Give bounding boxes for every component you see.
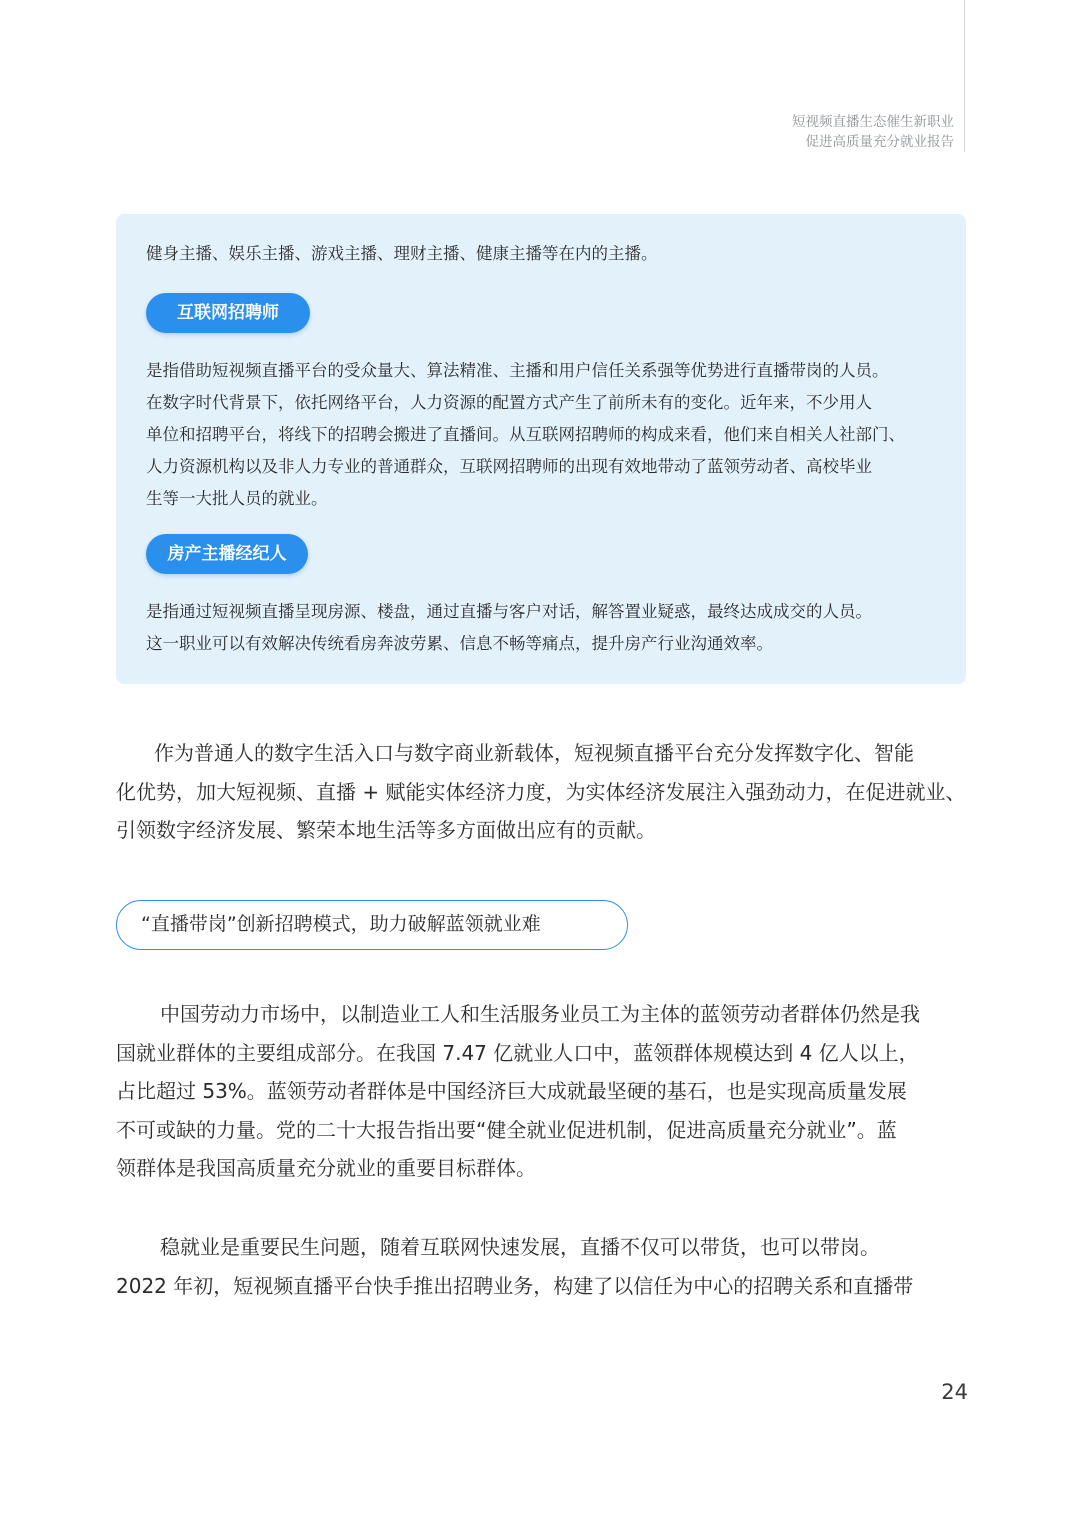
paragraph-line: 国就业群体的主要组成部分。在我国 7.47 亿就业人口中，蓝领群体规模达到 4 亿人以上， xyxy=(116,1040,919,1065)
paragraph-line: 中国劳动力市场中，以制造业工人和生活服务业员工为主体的蓝领劳动者群体仍然是我 xyxy=(160,1002,920,1026)
page-number: 24 xyxy=(941,1380,968,1404)
report-title xyxy=(792,112,954,152)
job2-line: 是指通过短视频直播呈现房源、楼盘，通过直播与客户对话，解答置业疑惑，最终达成成交的人员。 xyxy=(146,602,872,621)
report-title-line1: 短视频直播生态催生新职业 xyxy=(792,114,954,130)
paragraph-line: 稳就业是重要民生问题，随着互联网快速发展，直播不仅可以带货，也可以带岗。 xyxy=(160,1235,880,1259)
paragraph-line: 2022 年初，短视频直播平台快手推出招聘业务，构建了以信任为中心的招聘关系和直播带 xyxy=(116,1273,914,1298)
job1-line: 生等一大批人员的就业。 xyxy=(146,489,328,508)
job1-line: 是指借助短视频直播平台的受众量大、算法精准、主播和用户信任关系强等优势进行直播带岗的人员。 xyxy=(146,361,889,380)
section-heading: “直播带岗”创新招聘模式，助力破解蓝领就业难 xyxy=(116,900,628,950)
job1-line: 在数字时代背景下，依托网络平台，人力资源的配置方式产生了前所未有的变化。近年来，不少用人 xyxy=(146,393,872,412)
paragraph-digital-platform xyxy=(116,734,968,850)
paragraph-stable-employment xyxy=(116,1228,968,1305)
paragraph-line: 领群体是我国高质量充分就业的重要目标群体。 xyxy=(116,1156,536,1180)
job-title-pill-internet-recruiter: 互联网招聘师 xyxy=(146,293,310,333)
paragraph-line: 不可或缺的力量。党的二十大报告指出要“健全就业促进机制，促进高质量充分就业”。蓝 xyxy=(116,1117,897,1142)
job2-description xyxy=(146,596,956,660)
paragraph-line: 引领数字经济发展、繁荣本地生活等多方面做出应有的贡献。 xyxy=(116,818,656,842)
job1-line: 人力资源机构以及非人力专业的普通群众，互联网招聘师的出现有效地带动了蓝领劳动者、高校毕业 xyxy=(146,457,872,476)
job-title-pill-real-estate-broker: 房产主播经纪人 xyxy=(146,534,308,574)
job2-line: 这一职业可以有效解决传统看房奔波劳累、信息不畅等痛点，提升房产行业沟通效率。 xyxy=(146,634,773,653)
job1-description xyxy=(146,355,956,515)
paragraph-line: 占比超过 53%。蓝领劳动者群体是中国经济巨大成就最坚硬的基石，也是实现高质量发展 xyxy=(116,1079,907,1103)
paragraph-line: 化优势，加大短视频、直播 + 赋能实体经济力度，为实体经济发展注入强劲动力，在促进就业、 xyxy=(116,779,966,804)
paragraph-line: 作为普通人的数字生活入口与数字商业新载体，短视频直播平台充分发挥数字化、智能 xyxy=(154,741,914,765)
report-title-line2: 促进高质量充分就业报告 xyxy=(805,134,954,150)
paragraph-blue-collar xyxy=(116,995,968,1188)
job1-line: 单位和招聘平台，将线下的招聘会搬进了直播间。从互联网招聘师的构成来看，他们来自相关人社部门、 xyxy=(146,425,905,444)
header-divider xyxy=(964,0,965,152)
box-intro-text: 健身主播、娱乐主播、游戏主播、理财主播、健康主播等在内的主播。 xyxy=(146,244,658,263)
